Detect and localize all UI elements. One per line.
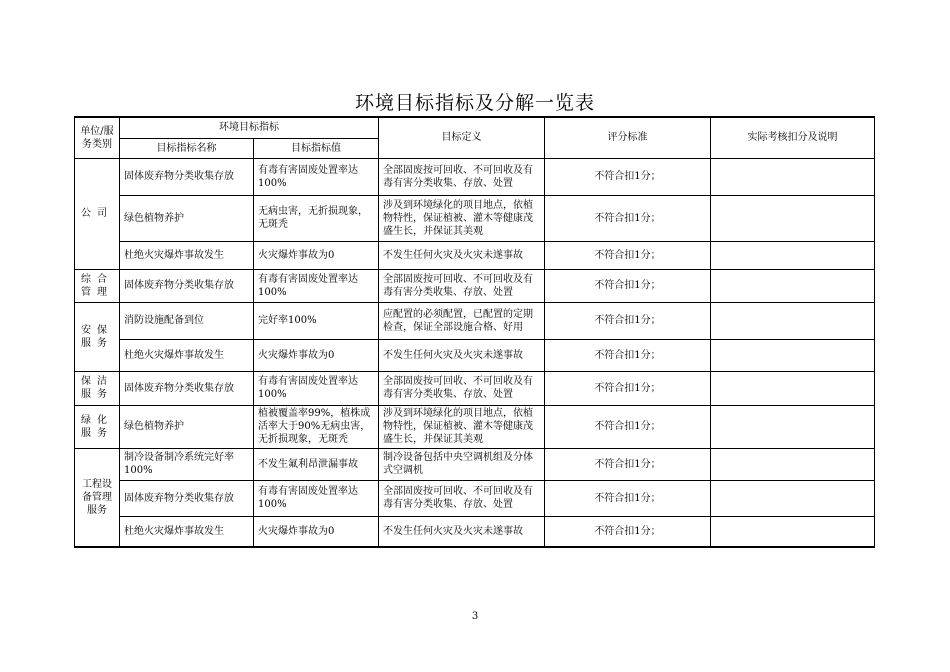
target-value-cell: 火灾爆炸事故为0 [254, 241, 379, 269]
scoring-cell: 不符合扣1分； [545, 195, 711, 241]
table-row [75, 516, 875, 547]
target-definition-cell: 制冷设备包括中央空调机组及分体式空调机 [379, 448, 545, 480]
target-value-cell: 火灾爆炸事故为0 [254, 339, 379, 371]
table-row [75, 269, 875, 302]
scoring-cell: 不符合扣1分； [545, 241, 711, 269]
target-definition-cell: 不发生任何火灾及火灾未遂事故 [379, 516, 545, 547]
table-row [75, 448, 875, 480]
target-name-cell: 固体废弃物分类收集存放 [120, 371, 254, 405]
scoring-cell: 不符合扣1分； [545, 302, 711, 339]
document-title: 环境目标指标及分解一览表 [354, 92, 595, 114]
target-value-cell: 有毒有害固废处置率达100% [254, 371, 379, 405]
target-definition-cell: 不发生任何火灾及火灾未遂事故 [379, 241, 545, 269]
actual-cell [711, 158, 875, 195]
target-value-cell: 有毒有害固废处置率达100% [254, 480, 379, 516]
header-target-value: 目标指标值 [254, 138, 379, 158]
target-value-cell: 不发生氟利昂泄漏事故 [254, 448, 379, 480]
table-row [75, 195, 875, 241]
table-row [75, 158, 875, 195]
scoring-cell: 不符合扣1分； [545, 269, 711, 302]
target-name-cell: 制冷设备制冷系统完好率100% [120, 448, 254, 480]
target-definition-cell: 全部固废按可回收、不可回收及有毒有害分类收集、存放、处置 [379, 371, 545, 405]
table-row [75, 241, 875, 269]
target-definition-cell: 涉及到环境绿化的项目地点，依植物特性，保证植被、灌木等健康茂盛生长，并保证其美观 [379, 195, 545, 241]
unit-cell: 安保服务 [75, 302, 120, 371]
actual-cell [711, 371, 875, 405]
scoring-cell: 不符合扣1分； [545, 516, 711, 547]
unit-cell: 绿化服务 [75, 405, 120, 448]
target-definition-cell: 涉及到环境绿化的项目地点，依植物特性，保证植被、灌木等健康茂盛生长，并保证其美观 [379, 405, 545, 448]
environment-target-table [74, 116, 875, 548]
header-env-target-group: 环境目标指标 [120, 117, 379, 138]
table-row [75, 480, 875, 516]
actual-cell [711, 480, 875, 516]
actual-cell [711, 448, 875, 480]
target-name-cell: 固体废弃物分类收集存放 [120, 480, 254, 516]
unit-cell: 公司 [75, 158, 120, 269]
target-value-cell: 植被覆盖率99%，植株成活率大于90%无病虫害，无折损现象，无斑秃 [254, 405, 379, 448]
target-value-cell: 有毒有害固废处置率达100% [254, 158, 379, 195]
unit-cell: 综合管理 [75, 269, 120, 302]
header-row [75, 117, 875, 138]
unit-cell: 保洁服务 [75, 371, 120, 405]
header-target-definition: 目标定义 [379, 117, 545, 158]
page-number: 3 [471, 611, 479, 622]
actual-cell [711, 195, 875, 241]
target-definition-cell: 不发生任何火灾及火灾未遂事故 [379, 339, 545, 371]
target-value-cell: 有毒有害固废处置率达100% [254, 269, 379, 302]
actual-cell [711, 405, 875, 448]
header-unit: 单位/服务类别 [75, 117, 120, 158]
target-name-cell: 绿色植物养护 [120, 195, 254, 241]
target-value-cell: 火灾爆炸事故为0 [254, 516, 379, 547]
scoring-cell: 不符合扣1分； [545, 480, 711, 516]
target-definition-cell: 全部固废按可回收、不可回收及有毒有害分类收集、存放、处置 [379, 269, 545, 302]
table-row [75, 339, 875, 371]
target-name-cell: 固体废弃物分类收集存放 [120, 158, 254, 195]
header-target-name: 目标指标名称 [120, 138, 254, 158]
actual-cell [711, 269, 875, 302]
unit-cell: 工程设备管理服务 [75, 448, 120, 547]
target-name-cell: 杜绝火灾爆炸事故发生 [120, 339, 254, 371]
target-value-cell: 无病虫害，无折损现象，无斑秃 [254, 195, 379, 241]
target-name-cell: 杜绝火灾爆炸事故发生 [120, 516, 254, 547]
header-scoring: 评分标准 [545, 117, 711, 158]
actual-cell [711, 339, 875, 371]
target-definition-cell: 应配置的必须配置，已配置的定期检查，保证全部设施合格、好用 [379, 302, 545, 339]
actual-cell [711, 241, 875, 269]
scoring-cell: 不符合扣1分； [545, 448, 711, 480]
target-name-cell: 消防设施配备到位 [120, 302, 254, 339]
target-value-cell: 完好率100% [254, 302, 379, 339]
scoring-cell: 不符合扣1分； [545, 371, 711, 405]
target-name-cell: 绿色植物养护 [120, 405, 254, 448]
table-row [75, 371, 875, 405]
target-definition-cell: 全部固废按可回收、不可回收及有毒有害分类收集、存放、处置 [379, 158, 545, 195]
actual-cell [711, 516, 875, 547]
scoring-cell: 不符合扣1分； [545, 158, 711, 195]
scoring-cell: 不符合扣1分； [545, 339, 711, 371]
target-name-cell: 杜绝火灾爆炸事故发生 [120, 241, 254, 269]
target-definition-cell: 全部固废按可回收、不可回收及有毒有害分类收集、存放、处置 [379, 480, 545, 516]
scoring-cell: 不符合扣1分； [545, 405, 711, 448]
table-row [75, 405, 875, 448]
actual-cell [711, 302, 875, 339]
target-name-cell: 固体废弃物分类收集存放 [120, 269, 254, 302]
header-actual: 实际考核扣分及说明 [711, 117, 875, 158]
table-row [75, 302, 875, 339]
